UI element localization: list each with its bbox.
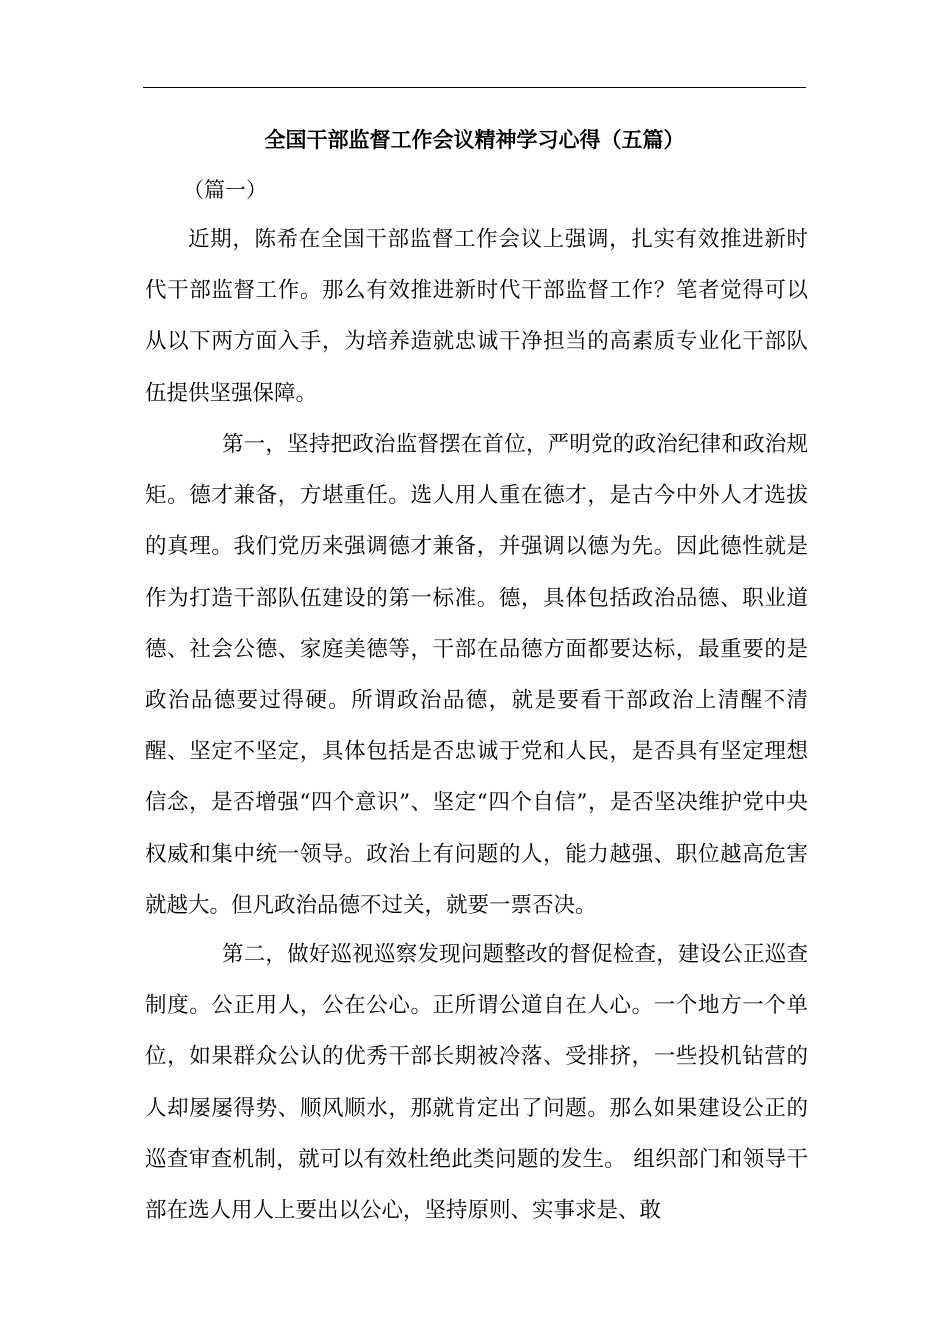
paragraph-intro: 近期，陈希在全国干部监督工作会议上强调，扎实有效推进新时代干部监督工作。那么有效推进新时代干部监督工作？笔者觉得可以从以下两方面入手，为培养造就忠诚干净担当的高素质专业化干部队伍提供坚强保障。 [145,227,808,406]
document-title: 全国干部监督工作会议精神学习心得（五篇） [264,127,685,152]
section-label: （篇一） [183,178,267,202]
paragraph-point-one: 第一，坚持把政治监督摆在首位，严明党的政治纪律和政治规矩。德才兼备，方堪重任。选人用人重在德才，是古今中外人才选拔的真理。我们党历来强调德才兼备，并强调以德为先。因此德性就是作为打造干部队伍建设的第一标准。德，具体包括政治品德、职业道德、社会公德、家庭美德等，干部在品德方面都要达标，最重要的是政治品德要过得硬。所谓政治品德，就是要看干部政治上清醒不清醒、坚定不坚定，具体包括是否忠诚于党和人民，是否具有坚定理想信念，是否增强“四个意识”、坚定“四个自信”，是否坚决维护党中央权威和集中统一领导。政治上有问题的人，能力越强、职位越高危害就越大。但凡政治品德不过关，就要一票否决。 [145,432,808,918]
paragraph-point-two: 第二，做好巡视巡察发现问题整改的督促检查，建设公正巡查制度。公正用人，公在公心。正所谓公道自在人心。一个地方一个单位，如果群众公认的优秀干部长期被冷落、受排挤，一些投机钻营的人却屡屡得势、顺风顺水，那就肯定出了问题。那么如果建设公正的巡查审查机制，就可以有效杜绝此类问题的发生。 组织部门和领导干部在选人用人上要出以公心，坚持原则、实事求是、敢 [145,942,808,1224]
header-rule [143,87,806,88]
